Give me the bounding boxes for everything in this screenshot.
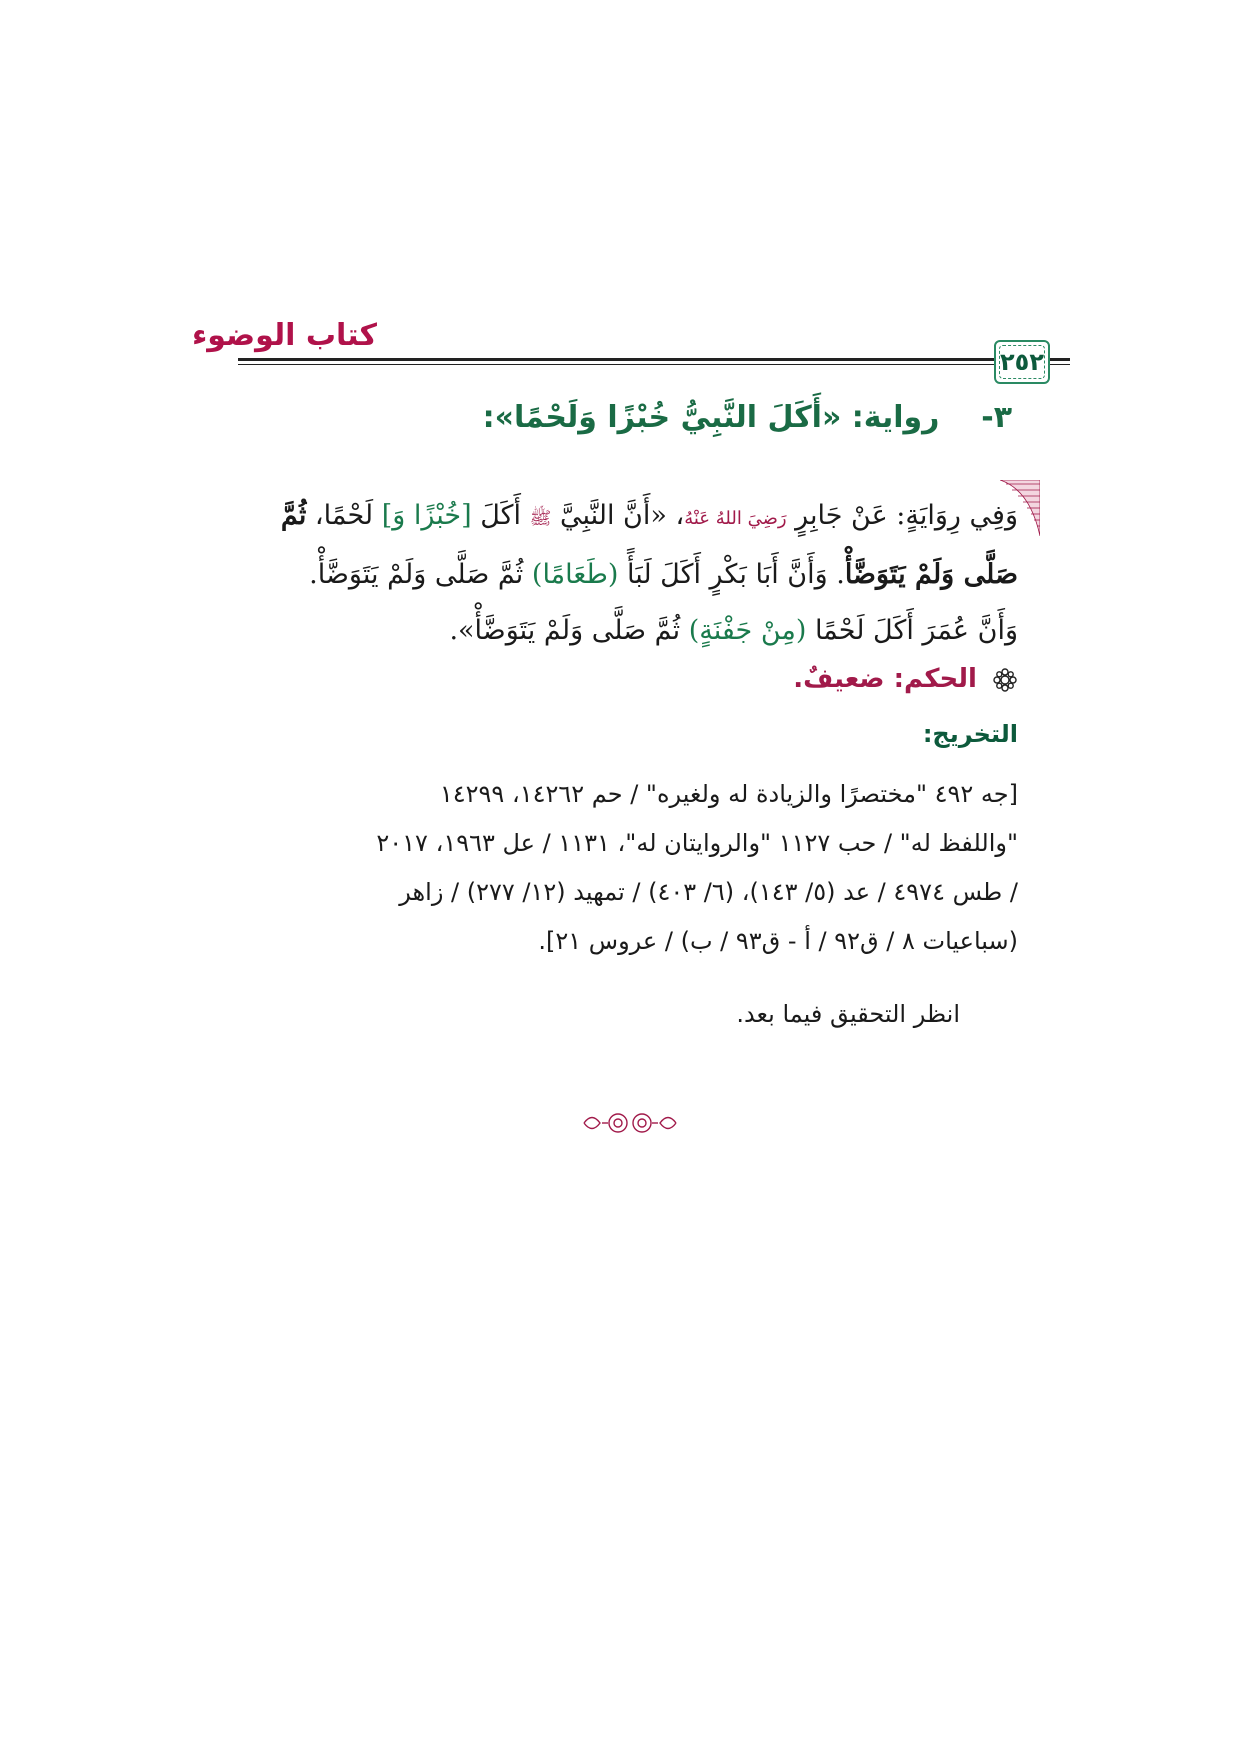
takhrij-references [238, 770, 1018, 966]
reference-line: [جه ٤٩٢ "مختصرًا والزيادة له ولغيره" / حم ١٤٢٦٢، ١٤٢٩٩ [439, 780, 1018, 808]
hadith-line-2: صَلَّى وَلَمْ يَتَوَضَّأْ. وَأَنَّ أَبَا بَكْرٍ أَكَلَ لَبَأً (طَعَامًا) ثُمَّ صَلَّى وَلَمْ يَتَوَضَّأْ. [309, 559, 1018, 590]
page-number: ٢٥٢ [1000, 348, 1044, 376]
variant-reading-1: [خُبْزًا وَ] [381, 500, 472, 531]
variant-reading-3: (مِنْ جَفْنَةٍ) [688, 615, 807, 646]
takhrij-heading: التخريج: [922, 720, 1018, 748]
section-heading [483, 400, 1012, 435]
ruling-label: الحكم: [893, 664, 977, 694]
radi-allahu-anhu: رَضِيَ اللهُ عَنْهُ [684, 508, 787, 529]
header-rule-right-thin [1050, 364, 1070, 365]
hadith-line-1: وَفِي رِوَايَةٍ: عَنْ جَابِرٍ رَضِيَ اللهُ عَنْهُ، «أَنَّ النَّبِيَّ ﷺ أَكَلَ [خُبْزًا وَ] لَحْمًا، ثُمَّ [280, 500, 1018, 531]
hadith-text [238, 488, 1018, 659]
header-rule-thick [238, 358, 994, 361]
ruling-value: ضعيفٌ. [793, 664, 885, 694]
flower-ornament-icon [992, 667, 1018, 693]
salawat-glyph: ﷺ [529, 508, 552, 529]
divider-ornament-icon [580, 1108, 680, 1138]
see-verification-note: انظر التحقيق فيما بعد. [736, 1000, 960, 1028]
header-rule-right-thick [1050, 358, 1070, 361]
reference-line: "واللفظ له" / حب ١١٢٧ "والروايتان له"، ١١٣١ / عل ١٩٦٣، ٢٠١٧ [376, 829, 1018, 857]
page-number-badge [994, 340, 1050, 384]
hadith-line-3: وَأَنَّ عُمَرَ أَكَلَ لَحْمًا (مِنْ جَفْنَةٍ) ثُمَّ صَلَّى وَلَمْ يَتَوَضَّأْ». [449, 615, 1018, 646]
section-title: رواية: «أَكَلَ النَّبِيُّ خُبْزًا وَلَحْمًا»: [482, 400, 940, 435]
ruling [793, 664, 1018, 694]
variant-reading-2: (طَعَامًا) [531, 559, 619, 590]
header-rule-thin [238, 364, 994, 365]
reference-line: (سباعيات ٨ / ق٩٢ / أ - ق٩٣ / ب) / عروس ٢١]. [538, 927, 1018, 955]
running-title: كتاب الوضوء [191, 318, 377, 353]
section-number: ٣- [981, 400, 1012, 435]
reference-line: / طس ٤٩٧٤ / عد (٥/ ١٤٣)، (٦/ ٤٠٣) / تمهيد (١٢/ ٢٧٧) / زاهر [399, 878, 1018, 906]
